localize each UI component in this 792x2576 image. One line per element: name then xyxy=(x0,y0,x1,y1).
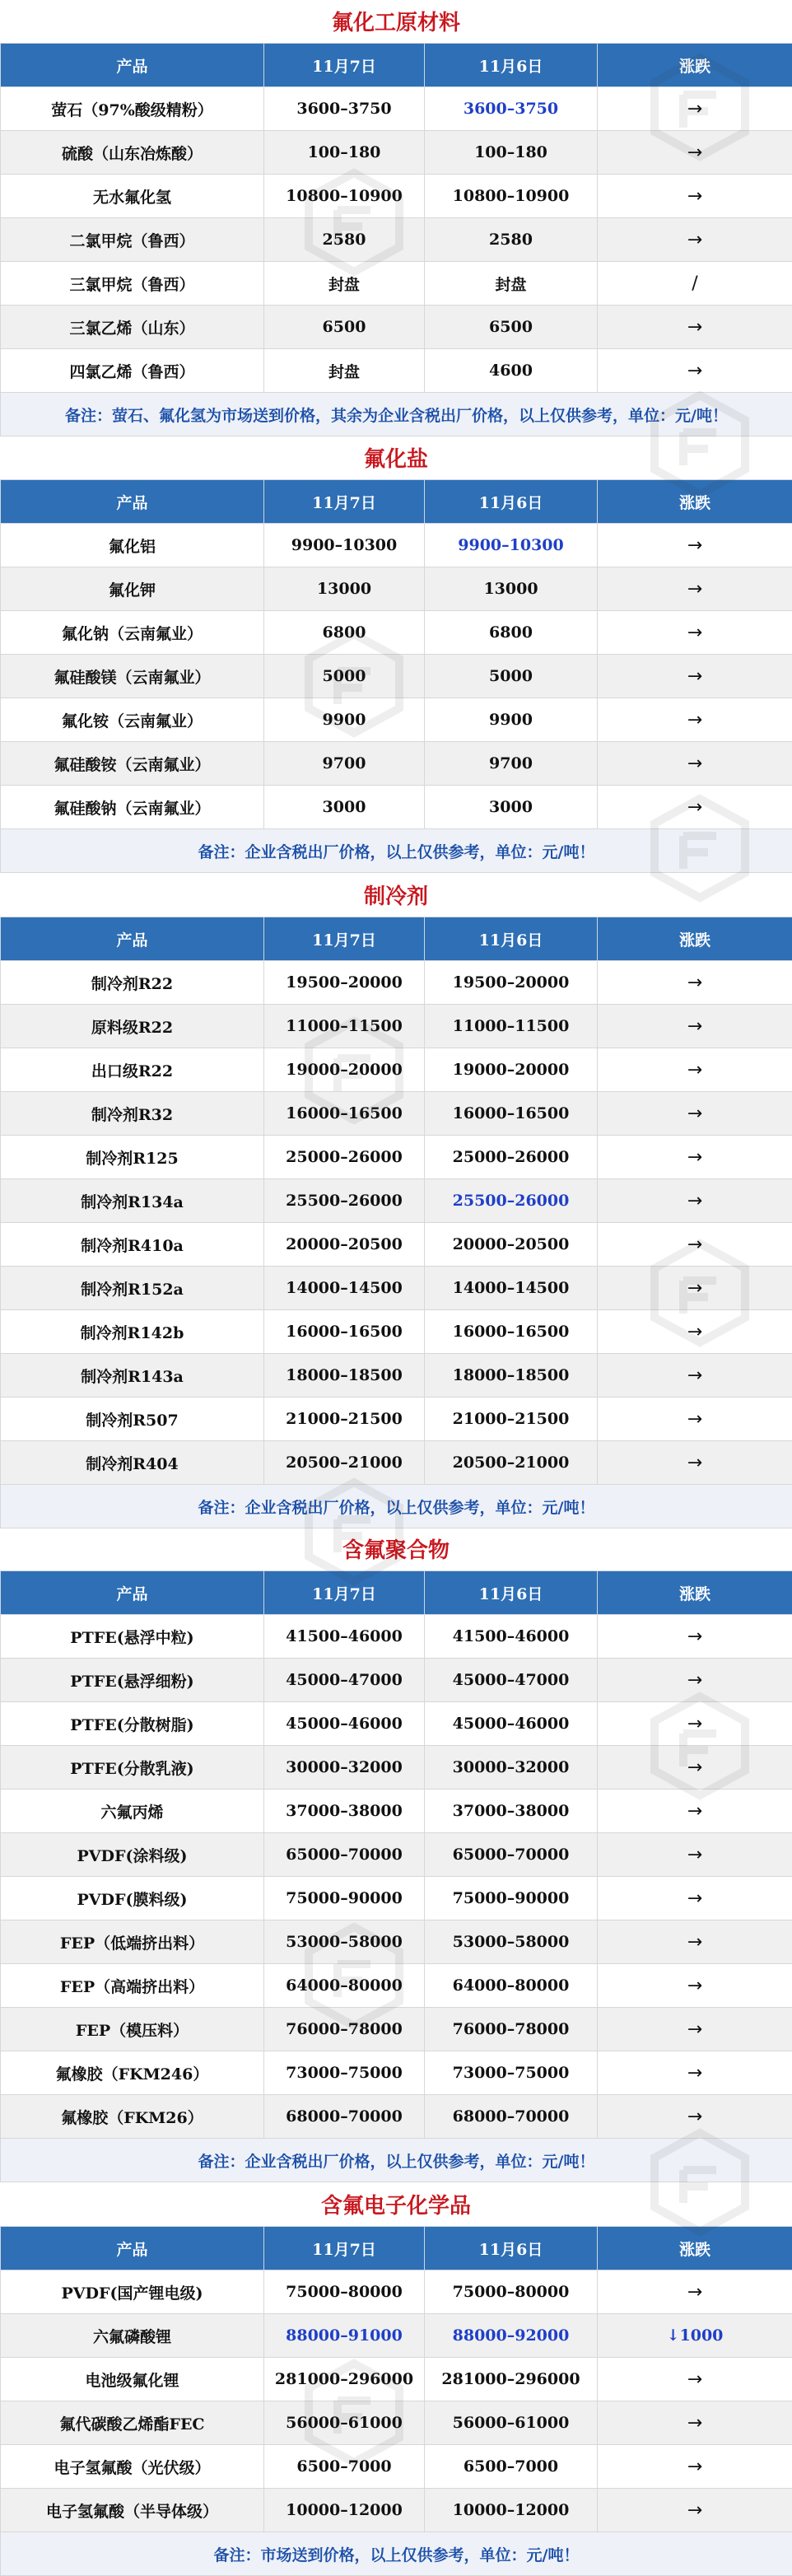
price-current: 10800–10900 xyxy=(264,175,425,218)
price-current: 41500–46000 xyxy=(264,1615,425,1659)
product-name: 六氟磷酸锂 xyxy=(1,2314,264,2358)
product-name: 制冷剂R404 xyxy=(1,1441,264,1485)
header-date-2: 11月6日 xyxy=(425,2227,598,2270)
table-row xyxy=(1,2401,792,2445)
price-change: → xyxy=(598,2358,792,2401)
price-current: 10000–12000 xyxy=(264,2489,425,2532)
price-current: 2580 xyxy=(264,218,425,262)
price-table xyxy=(0,479,792,873)
header-row xyxy=(1,917,792,961)
table-row xyxy=(1,1398,792,1441)
price-previous: 9900–10300 xyxy=(425,524,598,567)
price-previous: 20500–21000 xyxy=(425,1441,598,1485)
header-change: 涨跌 xyxy=(598,480,792,524)
price-previous: 2580 xyxy=(425,218,598,262)
header-product: 产品 xyxy=(1,2227,264,2270)
price-change: → xyxy=(598,1746,792,1790)
price-previous: 13000 xyxy=(425,567,598,611)
table-row xyxy=(1,1354,792,1398)
product-name: 制冷剂R143a xyxy=(1,1354,264,1398)
note-text: 备注：企业含税出厂价格，以上仅供参考，单位：元/吨！ xyxy=(1,1485,792,1528)
product-name: FEP（模压料） xyxy=(1,2008,264,2051)
price-current: 18000–18500 xyxy=(264,1354,425,1398)
product-name: 制冷剂R125 xyxy=(1,1136,264,1179)
price-previous: 16000–16500 xyxy=(425,1092,598,1136)
price-change: → xyxy=(598,698,792,742)
table-row xyxy=(1,742,792,786)
price-table xyxy=(0,1570,792,2182)
product-name: FEP（低端挤出料） xyxy=(1,1920,264,1964)
price-table xyxy=(0,43,792,436)
price-previous: 6500 xyxy=(425,306,598,349)
price-change: → xyxy=(598,1310,792,1354)
header-change: 涨跌 xyxy=(598,917,792,961)
price-current: 45000–47000 xyxy=(264,1659,425,1702)
product-name: 六氟丙烯 xyxy=(1,1790,264,1833)
price-previous: 45000–46000 xyxy=(425,1702,598,1746)
price-change: → xyxy=(598,1354,792,1398)
product-name: 无水氟化氢 xyxy=(1,175,264,218)
price-previous: 37000–38000 xyxy=(425,1790,598,1833)
price-change: → xyxy=(598,1441,792,1485)
price-previous: 5000 xyxy=(425,655,598,698)
price-change: → xyxy=(598,1615,792,1659)
price-previous: 75000–80000 xyxy=(425,2270,598,2314)
table-row xyxy=(1,1048,792,1092)
price-change: → xyxy=(598,1048,792,1092)
table-row xyxy=(1,1920,792,1964)
price-current: 75000–90000 xyxy=(264,1877,425,1920)
price-previous: 封盘 xyxy=(425,262,598,306)
price-change: → xyxy=(598,1659,792,1702)
price-change: → xyxy=(598,524,792,567)
table-row xyxy=(1,1964,792,2008)
price-change: → xyxy=(598,1790,792,1833)
product-name: 制冷剂R142b xyxy=(1,1310,264,1354)
price-change: → xyxy=(598,2401,792,2445)
table-row xyxy=(1,2445,792,2489)
product-name: PVDF(涂料级) xyxy=(1,1833,264,1877)
header-row xyxy=(1,480,792,524)
price-current: 9900–10300 xyxy=(264,524,425,567)
price-current: 73000–75000 xyxy=(264,2051,425,2095)
price-previous: 41500–46000 xyxy=(425,1615,598,1659)
price-current: 13000 xyxy=(264,567,425,611)
section-title: 氟化工原材料 xyxy=(331,11,460,35)
price-previous: 56000–61000 xyxy=(425,2401,598,2445)
product-name: 氟代碳酸乙烯酯FEC xyxy=(1,2401,264,2445)
header-product: 产品 xyxy=(1,44,264,87)
header-date-2: 11月6日 xyxy=(425,1571,598,1615)
product-name: 氟橡胶（FKM246） xyxy=(1,2051,264,2095)
table-row xyxy=(1,2358,792,2401)
table-row xyxy=(1,1136,792,1179)
header-product: 产品 xyxy=(1,917,264,961)
price-previous: 10800–10900 xyxy=(425,175,598,218)
header-change: 涨跌 xyxy=(598,1571,792,1615)
table-row xyxy=(1,1833,792,1877)
price-previous: 88000–92000 xyxy=(425,2314,598,2358)
note-text: 备注：市场送到价格，以上仅供参考，单位：元/吨！ xyxy=(1,2532,792,2576)
price-previous: 11000–11500 xyxy=(425,1005,598,1048)
price-current: 20500–21000 xyxy=(264,1441,425,1485)
product-name: 电子氢氟酸（光伏级） xyxy=(1,2445,264,2489)
price-table xyxy=(0,917,792,1528)
table-row xyxy=(1,1615,792,1659)
product-name: 四氯乙烯（鲁西） xyxy=(1,349,264,393)
price-current: 封盘 xyxy=(264,349,425,393)
table-row xyxy=(1,1179,792,1223)
product-name: 氟化铝 xyxy=(1,524,264,567)
price-previous: 64000–80000 xyxy=(425,1964,598,2008)
table-row xyxy=(1,2008,792,2051)
price-current: 5000 xyxy=(264,655,425,698)
price-previous: 6800 xyxy=(425,611,598,655)
price-change: → xyxy=(598,786,792,829)
price-previous: 19500–20000 xyxy=(425,961,598,1005)
price-current: 6500 xyxy=(264,306,425,349)
product-name: 制冷剂R134a xyxy=(1,1179,264,1223)
price-previous: 21000–21500 xyxy=(425,1398,598,1441)
table-row xyxy=(1,567,792,611)
product-name: PTFE(分散树脂) xyxy=(1,1702,264,1746)
product-name: FEP（高端挤出料） xyxy=(1,1964,264,2008)
table-row xyxy=(1,2270,792,2314)
price-current: 30000–32000 xyxy=(264,1746,425,1790)
header-date-1: 11月7日 xyxy=(264,917,425,961)
table-row xyxy=(1,1746,792,1790)
product-name: 电池级氟化锂 xyxy=(1,2358,264,2401)
price-change: → xyxy=(598,1964,792,2008)
price-previous: 30000–32000 xyxy=(425,1746,598,1790)
table-row xyxy=(1,2095,792,2139)
table-row xyxy=(1,1310,792,1354)
price-change: → xyxy=(598,131,792,175)
product-name: 制冷剂R507 xyxy=(1,1398,264,1441)
table-row xyxy=(1,1702,792,1746)
price-change: / xyxy=(598,262,792,306)
note-row xyxy=(1,393,792,436)
price-current: 19000–20000 xyxy=(264,1048,425,1092)
table-row xyxy=(1,175,792,218)
header-change: 涨跌 xyxy=(598,2227,792,2270)
price-previous: 53000–58000 xyxy=(425,1920,598,1964)
table-row xyxy=(1,611,792,655)
price-change: → xyxy=(598,1179,792,1223)
price-change: → xyxy=(598,2008,792,2051)
price-change: → xyxy=(598,1877,792,1920)
table-row xyxy=(1,698,792,742)
price-current: 65000–70000 xyxy=(264,1833,425,1877)
price-previous: 4600 xyxy=(425,349,598,393)
table-row xyxy=(1,1790,792,1833)
price-current: 9700 xyxy=(264,742,425,786)
price-change: → xyxy=(598,961,792,1005)
table-row xyxy=(1,786,792,829)
note-row xyxy=(1,2532,792,2576)
price-change: → xyxy=(598,2095,792,2139)
price-change: → xyxy=(598,611,792,655)
price-change: → xyxy=(598,742,792,786)
header-product: 产品 xyxy=(1,480,264,524)
table-row xyxy=(1,1267,792,1310)
price-change: → xyxy=(598,2445,792,2489)
price-table xyxy=(0,2226,792,2576)
note-text: 备注：萤石、氟化氢为市场送到价格，其余为企业含税出厂价格，以上仅供参考，单位：元/吨！ xyxy=(1,393,792,436)
price-previous: 281000–296000 xyxy=(425,2358,598,2401)
product-name: PTFE(悬浮细粉) xyxy=(1,1659,264,1702)
price-change: → xyxy=(598,1702,792,1746)
header-date-1: 11月7日 xyxy=(264,1571,425,1615)
price-current: 68000–70000 xyxy=(264,2095,425,2139)
header-change: 涨跌 xyxy=(598,44,792,87)
price-current: 75000–80000 xyxy=(264,2270,425,2314)
price-previous: 3000 xyxy=(425,786,598,829)
price-previous: 14000–14500 xyxy=(425,1267,598,1310)
product-name: 三氯乙烯（山东） xyxy=(1,306,264,349)
table-row xyxy=(1,349,792,393)
product-name: PTFE(悬浮中粒) xyxy=(1,1615,264,1659)
table-row xyxy=(1,1092,792,1136)
product-name: 氟橡胶（FKM26） xyxy=(1,2095,264,2139)
price-current: 3000 xyxy=(264,786,425,829)
price-change: → xyxy=(598,567,792,611)
product-name: 制冷剂R22 xyxy=(1,961,264,1005)
price-change: → xyxy=(598,1920,792,1964)
price-previous: 6500–7000 xyxy=(425,2445,598,2489)
table-row xyxy=(1,2489,792,2532)
header-row xyxy=(1,2227,792,2270)
table-row xyxy=(1,961,792,1005)
price-previous: 100–180 xyxy=(425,131,598,175)
product-name: 氟硅酸钠（云南氟业） xyxy=(1,786,264,829)
price-previous: 10000–12000 xyxy=(425,2489,598,2532)
section-title: 含氟聚合物 xyxy=(342,1538,450,1563)
price-current: 88000–91000 xyxy=(264,2314,425,2358)
header-date-1: 11月7日 xyxy=(264,44,425,87)
price-change: → xyxy=(598,306,792,349)
section-title: 制冷剂 xyxy=(363,884,428,909)
price-change: → xyxy=(598,87,792,131)
note-text: 备注：企业含税出厂价格，以上仅供参考，单位：元/吨！ xyxy=(1,829,792,873)
product-name: 氟硅酸镁（云南氟业） xyxy=(1,655,264,698)
price-current: 53000–58000 xyxy=(264,1920,425,1964)
table-row xyxy=(1,1005,792,1048)
price-previous: 3600–3750 xyxy=(425,87,598,131)
price-current: 100–180 xyxy=(264,131,425,175)
price-current: 21000–21500 xyxy=(264,1398,425,1441)
price-current: 281000–296000 xyxy=(264,2358,425,2401)
table-row xyxy=(1,1223,792,1267)
price-change: → xyxy=(598,1092,792,1136)
product-name: 氟化铵（云南氟业） xyxy=(1,698,264,742)
product-name: PVDF(膜料级) xyxy=(1,1877,264,1920)
price-change: → xyxy=(598,1223,792,1267)
table-row xyxy=(1,131,792,175)
price-current: 76000–78000 xyxy=(264,2008,425,2051)
product-name: 氟化钠（云南氟业） xyxy=(1,611,264,655)
product-name: 制冷剂R32 xyxy=(1,1092,264,1136)
product-name: PVDF(国产锂电级) xyxy=(1,2270,264,2314)
product-name: 制冷剂R410a xyxy=(1,1223,264,1267)
price-current: 11000–11500 xyxy=(264,1005,425,1048)
table-row xyxy=(1,524,792,567)
price-previous: 19000–20000 xyxy=(425,1048,598,1092)
price-change: → xyxy=(598,1136,792,1179)
table-row xyxy=(1,1441,792,1485)
header-date-2: 11月6日 xyxy=(425,480,598,524)
price-current: 封盘 xyxy=(264,262,425,306)
price-current: 56000–61000 xyxy=(264,2401,425,2445)
price-current: 3600–3750 xyxy=(264,87,425,131)
product-name: PTFE(分散乳液) xyxy=(1,1746,264,1790)
price-change: → xyxy=(598,655,792,698)
price-change: → xyxy=(598,349,792,393)
price-current: 45000–46000 xyxy=(264,1702,425,1746)
price-change: → xyxy=(598,1833,792,1877)
product-name: 氟硅酸铵（云南氟业） xyxy=(1,742,264,786)
table-row xyxy=(1,1659,792,1702)
table-row xyxy=(1,87,792,131)
price-change: → xyxy=(598,175,792,218)
price-previous: 75000–90000 xyxy=(425,1877,598,1920)
product-name: 硫酸（山东冶炼酸） xyxy=(1,131,264,175)
header-date-2: 11月6日 xyxy=(425,44,598,87)
price-previous: 73000–75000 xyxy=(425,2051,598,2095)
price-previous: 9900 xyxy=(425,698,598,742)
price-previous: 25500–26000 xyxy=(425,1179,598,1223)
price-change: ↓1000 xyxy=(598,2314,792,2358)
price-change: → xyxy=(598,1267,792,1310)
section-title: 含氟电子化学品 xyxy=(320,2194,471,2219)
price-previous: 20000–20500 xyxy=(425,1223,598,1267)
price-previous: 25000–26000 xyxy=(425,1136,598,1179)
header-product: 产品 xyxy=(1,1571,264,1615)
price-current: 64000–80000 xyxy=(264,1964,425,2008)
product-name: 三氯甲烷（鲁西） xyxy=(1,262,264,306)
price-previous: 76000–78000 xyxy=(425,2008,598,2051)
product-name: 制冷剂R152a xyxy=(1,1267,264,1310)
table-row xyxy=(1,262,792,306)
price-change: → xyxy=(598,2489,792,2532)
header-date-2: 11月6日 xyxy=(425,917,598,961)
header-date-1: 11月7日 xyxy=(264,480,425,524)
price-previous: 45000–47000 xyxy=(425,1659,598,1702)
price-current: 37000–38000 xyxy=(264,1790,425,1833)
price-current: 6500–7000 xyxy=(264,2445,425,2489)
table-row xyxy=(1,306,792,349)
price-previous: 65000–70000 xyxy=(425,1833,598,1877)
table-row xyxy=(1,1877,792,1920)
table-row xyxy=(1,2314,792,2358)
price-change: → xyxy=(598,1005,792,1048)
price-current: 9900 xyxy=(264,698,425,742)
header-row xyxy=(1,1571,792,1615)
header-date-1: 11月7日 xyxy=(264,2227,425,2270)
header-row xyxy=(1,44,792,87)
price-previous: 9700 xyxy=(425,742,598,786)
price-current: 19500–20000 xyxy=(264,961,425,1005)
section-title: 氟化盐 xyxy=(363,447,428,472)
product-name: 出口级R22 xyxy=(1,1048,264,1092)
price-change: → xyxy=(598,2051,792,2095)
note-row xyxy=(1,829,792,873)
product-name: 萤石（97%酸级精粉） xyxy=(1,87,264,131)
price-current: 25500–26000 xyxy=(264,1179,425,1223)
price-change: → xyxy=(598,2270,792,2314)
price-current: 6800 xyxy=(264,611,425,655)
price-current: 14000–14500 xyxy=(264,1267,425,1310)
price-current: 16000–16500 xyxy=(264,1092,425,1136)
price-current: 16000–16500 xyxy=(264,1310,425,1354)
note-row xyxy=(1,2139,792,2182)
price-change: → xyxy=(598,218,792,262)
price-current: 25000–26000 xyxy=(264,1136,425,1179)
product-name: 原料级R22 xyxy=(1,1005,264,1048)
table-row xyxy=(1,2051,792,2095)
table-row xyxy=(1,655,792,698)
price-change: → xyxy=(598,1398,792,1441)
price-previous: 68000–70000 xyxy=(425,2095,598,2139)
note-text: 备注：企业含税出厂价格，以上仅供参考，单位：元/吨！ xyxy=(1,2139,792,2182)
price-current: 20000–20500 xyxy=(264,1223,425,1267)
price-previous: 18000–18500 xyxy=(425,1354,598,1398)
note-row xyxy=(1,1485,792,1528)
product-name: 二氯甲烷（鲁西） xyxy=(1,218,264,262)
product-name: 氟化钾 xyxy=(1,567,264,611)
price-previous: 16000–16500 xyxy=(425,1310,598,1354)
product-name: 电子氢氟酸（半导体级） xyxy=(1,2489,264,2532)
table-row xyxy=(1,218,792,262)
